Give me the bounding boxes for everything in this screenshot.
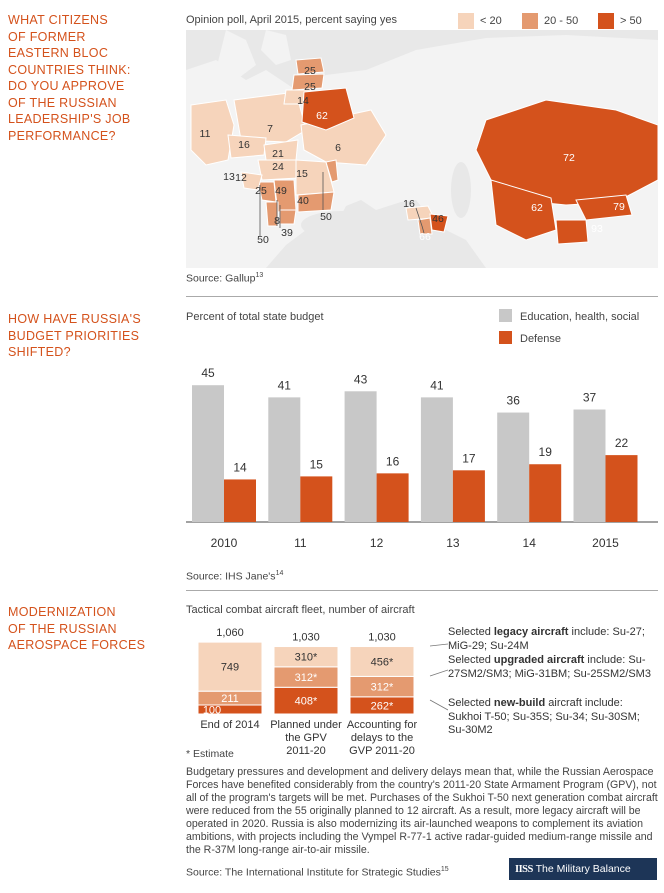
map-label-belarus: 62 xyxy=(316,110,328,122)
segment-label-legacy-0: 749 xyxy=(220,661,240,674)
category-label-0: End of 2014 xyxy=(200,719,260,731)
bar-education-11 xyxy=(268,397,300,522)
map-title-line: WHAT CITIZENS xyxy=(8,13,108,27)
segment-label-upgraded-2: 312* xyxy=(370,681,394,694)
map-label-macedonia: 39 xyxy=(281,227,293,239)
category-label-2: delays to the xyxy=(350,732,414,744)
map-label-albania: 50 xyxy=(257,234,269,246)
legend-label-low: < 20 xyxy=(480,15,502,27)
segment-label-new-build-2: 262* xyxy=(370,700,394,713)
tick-label-2010: 2010 xyxy=(210,536,238,550)
aircraft-title-line: OF THE RUSSIAN xyxy=(8,621,117,636)
note-connector-2 xyxy=(430,700,448,710)
segment-label-upgraded-0: 211 xyxy=(221,693,239,706)
label-defense-12: 16 xyxy=(385,454,400,469)
legend-label-education: Education, health, social xyxy=(520,311,640,323)
eastern-europe-approval-map xyxy=(186,30,658,268)
map-title-line: OF THE RUSSIAN xyxy=(8,95,117,110)
bar-defense-14 xyxy=(529,464,561,522)
divider-2 xyxy=(186,590,658,591)
map-label-kyrgyzstan: 79 xyxy=(613,201,625,213)
iiss-logo: IISS xyxy=(515,864,533,875)
map-title-line: LEADERSHIP'S JOB xyxy=(8,112,131,126)
label-education-2010: 45 xyxy=(201,366,215,381)
budget-caption: Percent of total state budget xyxy=(186,311,324,323)
map-label-moldova: 50 xyxy=(320,211,332,223)
tick-label-14: 14 xyxy=(522,536,536,550)
category-label-2: Accounting for xyxy=(346,719,418,731)
label-defense-2010: 14 xyxy=(233,460,247,475)
map-label-uzbekistan: 62 xyxy=(531,202,543,214)
map-label-romania: 15 xyxy=(296,168,308,180)
map-label-hungary: 24 xyxy=(272,161,284,173)
map-label-montenegro: 8 xyxy=(274,215,280,227)
total-label-0: 1,060 xyxy=(216,627,244,640)
bar-education-12 xyxy=(345,391,377,522)
budget-source: Source: IHS $Jane's^{14}$ xyxy=(186,570,284,583)
map-label-estonia: 25 xyxy=(304,65,316,77)
map-label-serbia: 49 xyxy=(275,185,287,197)
legend-label-mid: 20 - 50 xyxy=(544,15,579,27)
label-defense-2015: 22 xyxy=(614,436,629,451)
map-label-croatia: 12 xyxy=(235,172,247,184)
map-title-line: COUNTRIES THINK: xyxy=(8,62,131,77)
label-defense-11: 15 xyxy=(309,457,323,472)
black-sea xyxy=(301,211,381,239)
iiss-badge xyxy=(509,858,657,880)
bar-education-14 xyxy=(497,413,529,522)
label-education-14: 36 xyxy=(506,393,520,408)
bar-defense-2010 xyxy=(224,479,256,522)
category-label-1: 2011-20 xyxy=(286,745,326,757)
estimate-note: * Estimate xyxy=(186,748,234,760)
region-tajikistan xyxy=(556,220,588,244)
note-newbuild: Selected new-build aircraft include: Sukhoi T-50; Su-35S; Su-34; Su-30SM; Su-30M2 xyxy=(448,697,640,736)
map-caption: Opinion poll, April 2015, percent saying yes xyxy=(186,14,397,26)
map-label-czech-republic: 16 xyxy=(238,139,250,151)
map-label-tajikistan: 93 xyxy=(591,223,603,235)
note-legacy: Selected legacy aircraft include: Su-27; MiG-29; Su-24M xyxy=(448,626,645,652)
divider-1 xyxy=(186,296,658,297)
budget-bar-chart xyxy=(186,340,658,560)
bar-defense-11 xyxy=(300,476,332,522)
map-title-line: OF FORMER xyxy=(8,29,86,44)
region-germany xyxy=(191,100,234,165)
caspian-sea xyxy=(451,162,471,218)
category-label-1: the GPV xyxy=(285,732,327,744)
category-label-1: Planned under xyxy=(270,719,342,731)
map-label-bulgaria: 40 xyxy=(297,195,309,207)
budget-title-line: HOW HAVE RUSSIA'S xyxy=(8,312,141,326)
map-label-lithuania: 14 xyxy=(297,95,309,107)
bar-defense-12 xyxy=(377,473,409,522)
aircraft-source: Source: The International Institute for Strategic Studies$^{15}$ xyxy=(186,866,449,879)
segment-label-upgraded-1: 312* xyxy=(294,672,318,685)
map-label-slovenia: 13 xyxy=(223,171,235,183)
label-education-2015: 37 xyxy=(582,390,597,405)
map-source: Source: Gallup$^{13}$ xyxy=(186,272,264,285)
note-connector-1 xyxy=(430,670,448,676)
iiss-badge-text: The Military Balance xyxy=(535,863,631,875)
map-title-line: DO YOU APPROVE xyxy=(8,79,125,93)
map-label-slovakia: 21 xyxy=(272,148,284,160)
map-label-germany: 11 xyxy=(199,128,211,140)
bar-defense-13 xyxy=(453,470,485,522)
tick-label-12: 12 xyxy=(369,536,384,550)
map-label-ukraine: 6 xyxy=(335,142,341,154)
label-education-11: 41 xyxy=(277,378,291,393)
map-label-armenia: 46 xyxy=(432,213,444,225)
map-label-poland: 7 xyxy=(267,123,273,135)
map-title-line: PERFORMANCE? xyxy=(8,128,116,143)
map-label-kazakhstan: 72 xyxy=(563,152,575,164)
budget-title-line: BUDGET PRIORITIES xyxy=(8,328,140,343)
aircraft-title-line: MODERNIZATION xyxy=(8,605,116,619)
aircraft-paragraph: Budgetary pressures and development and delivery delays mean that, while the Russian Aerospace Forces have benefited considerably from the country's 2011-20 State Armament Program (GPV), not all of the program's targets will be met. Purchases of the Sukhoi T-50 next generation combat aircraft were reduced from the 55 originally planned to 12 aircraft. As a result, more legacy aircraft will be operated in 2020. Russia is also modernizing its air-launched weapons to complement its aviation ambitions, with projects including the Vympel R-77-1 active radar-guided medium-range missile and the R-37M long-range air-to-air missile. xyxy=(186,766,658,856)
segment-label-legacy-2: 456* xyxy=(370,656,394,669)
segment-label-new-build-1: 408* xyxy=(294,695,318,708)
map-title-line: EASTERN BLOC xyxy=(8,46,109,60)
segment-label-legacy-1: 310* xyxy=(294,651,318,664)
bar-defense-2015 xyxy=(606,455,638,522)
tick-label-2015: 2015 xyxy=(592,536,619,550)
legend-swatch-education xyxy=(499,309,512,322)
map-label-latvia: 25 xyxy=(304,81,316,93)
legend-swatch-mid xyxy=(522,13,538,29)
note-upgraded: Selected upgraded aircraft include: Su-27SM2/SM3; MiG-31BM; Su-25SM2/SM3 xyxy=(448,654,651,680)
region-macedonia xyxy=(280,210,296,224)
total-label-2: 1,030 xyxy=(368,631,396,644)
map-label-georgia: 16 xyxy=(403,198,415,210)
aircraft-caption: Tactical combat aircraft fleet, number of aircraft xyxy=(186,604,415,616)
label-education-13: 41 xyxy=(430,378,444,393)
legend-swatch-low xyxy=(458,13,474,29)
total-label-1: 1,030 xyxy=(292,631,320,644)
label-defense-13: 17 xyxy=(462,451,476,466)
tick-label-11: 11 xyxy=(294,536,307,550)
budget-section-title xyxy=(8,311,168,361)
category-label-2: GVP 2011-20 xyxy=(349,745,415,757)
segment-label-new-build-0: 100 xyxy=(202,704,222,717)
map-section-title xyxy=(8,12,168,144)
note-connector-0 xyxy=(430,644,448,646)
bar-education-2010 xyxy=(192,385,224,522)
bar-education-13 xyxy=(421,397,453,522)
legend-label-defense: Defense xyxy=(520,333,561,345)
bar-education-2015 xyxy=(574,410,606,522)
budget-title-line: SHIFTED? xyxy=(8,345,71,359)
legend-label-high: > 50 xyxy=(620,15,642,27)
map-label-bosnia: 25 xyxy=(255,185,267,197)
aircraft-fleet-chart xyxy=(186,618,448,760)
aircraft-section-title xyxy=(8,604,168,654)
tick-label-13: 13 xyxy=(446,536,460,550)
legend-swatch-high xyxy=(598,13,614,29)
label-defense-14: 19 xyxy=(538,445,552,460)
label-education-12: 43 xyxy=(353,372,368,387)
map-label-azerbaijan: 66 xyxy=(419,231,431,243)
aircraft-title-line: AEROSPACE FORCES xyxy=(8,638,146,652)
